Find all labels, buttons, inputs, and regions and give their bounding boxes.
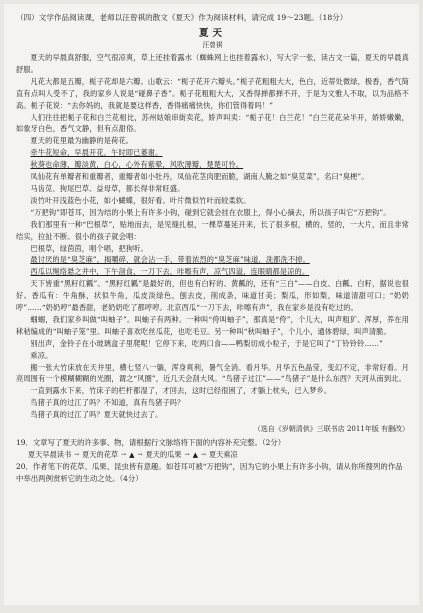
paragraph: 淡竹叶开浅蓝色小花，如小蝴蝶，很好看。叶片微似竹叶而较柔软。 <box>30 195 251 205</box>
paragraph: 人们往往把栀子花和白兰花相比，苏州姑娘串街卖花，娇声叫卖：“栀子花！白兰花！”白兰花花朵半开，娇娇嫩嫩，如象牙白色，香气文静，但有点甜俗。 <box>16 112 409 134</box>
paragraph: 乘凉。 <box>30 350 53 360</box>
paragraph: 秋葵也命薄，瓣淡黄，白心，心外有紫晕，风吹薄瓣，楚楚可怜。 <box>30 160 244 170</box>
flow-step: 夏天的瓜果 <box>145 450 182 460</box>
paragraph: 搬一张大竹床放在天井里，横七竖八一躺，浑身爽利，暑气全消。看月华。月华五色晶莹，变幻不定，非常好看。月亮周围有一个模糊糊糊的光圈，谓之“风圈”，近几天会刮大风。“鸟猪子过江”——“鸟猪子”是什么东西？天河从南到北。 <box>16 362 409 384</box>
question-19-flow <box>28 449 409 461</box>
flow-step: 夏天的花草 <box>82 450 119 460</box>
paragraph: 夏天的花里最为幽静的是荷花。 <box>30 136 134 146</box>
exam-page <box>4 4 419 605</box>
paragraph: 西瓜以绳络悬之井中，下午剖食，一刀下去，咔嚓有声，凉气四溢，连眼睛都是凉的。 <box>30 267 310 277</box>
triangle-icon: ▲ <box>192 451 198 460</box>
paragraph: 鸟猪子真的过江了吗？夏天就快过去了。 <box>30 410 163 420</box>
essay-author: 汪曾祺 <box>202 41 223 49</box>
paragraph: “万把钩”即苍耳，因为结的小果上有许多小钩，碰到它就会挂在衣服上，得小心摘去，所以孩子叫它“万把钩”。 <box>30 207 391 217</box>
paragraph: 别出声，金铃子在小玻璃盒子里爬呢！它停下来，吃两口食——鸭梨切成小粒子，于是它叫了“丁铃铃铃……” <box>30 338 383 348</box>
arrow-right-icon: → <box>184 451 190 459</box>
paragraph: 马齿苋、狗尾巴草、益母草，都长得非常旺盛。 <box>30 183 185 193</box>
essay-body <box>16 52 409 421</box>
paragraph: 一直到露水下来，竹床子的栏杆都湿了，才回去，这时已经很困了，才躺上枕头，已入梦乡。 <box>30 386 332 396</box>
triangle-icon: ▲ <box>129 451 135 460</box>
paragraph: 凡花大都是五瓣，栀子花却是六瓣。山歌云：“栀子花开六瓣头。”栀子花粗粗大大，色白，近蒂处微绿，极香，香气简直有点叫人受不了，我的家乡人说是“碰鼻子香”。栀子花粗粗大大，又香得掸都掸不开，于是为文雅人不取，以为品格不高。栀子花说：“去你妈的，我就是要这样香，香得痛痛快快，你们管得着吗！” <box>16 76 409 110</box>
flow-step: 夏天乘凉 <box>208 450 238 460</box>
section-intro: （四）文学作品阅读课，老师以汪曾祺的散文《夏天》作为阅读材料，请完成 19～23题。（18分） <box>16 13 348 22</box>
arrow-right-icon: → <box>137 451 143 459</box>
paragraph: 夏天的早晨真舒服，空气很凉爽，草上还挂着露水（蜘蛛网上也挂着露水），写大字一张，读古文一篇，夏天的早晨真舒服。 <box>16 53 409 74</box>
arrow-right-icon: → <box>74 451 80 459</box>
paragraph: 凤仙花有单瓣者和重瓣者，重瓣者如小牡丹，凤仙花茎肉肥而脆，湖南人腌之如“臭苋菜”，名曰“臭梗”。 <box>30 172 369 182</box>
paragraph: 我们那里有一种“巴根草”，贴地而去，是见缝扎根，一棵草蔓延开来，长了很多根，横的，竖的，一大片，而且非常结实，拉扯不断。很小的孩子就会唱： <box>16 219 409 241</box>
essay-title: 夏天 <box>198 28 226 39</box>
paragraph: 鸟猪子真的过江了吗？不知道，真有鸟猪子吗？ <box>30 398 185 408</box>
paragraph: 牵牛花短命，早晨开花，午时即已萎谢。 <box>30 148 163 158</box>
question-20: 20．作者笔下的花草、瓜果、昆虫皆有意趣。如苍耳可被“万把钩”，因为它的小果上有许多小钩，请从你所搜列的作品中举出两例赏析它的生动之处。（4分） <box>16 462 403 484</box>
flow-step: 夏天早晨读书 <box>28 450 72 460</box>
paragraph: 蝈蝈，我们家乡叫做“叫蚰子”。叫蚰子有两种。一种叫“侉叫蚰子”，那真是“侉”，个儿大，叫声粗犷、浑厚，养在用秫秸编成的“叫蚰子笼”里。叫蚰子喜欢吃丝瓜花，也吃毛豆。另一种叫“秋叫蚰子”，个儿小，通体碧绿，叫声清脆。 <box>16 314 409 336</box>
paragraph: 最讨厌的是“臭芝麻”，揭嚼碎，就会沾一手，带着浓烈的“臭芝麻”味道，洗都洗不掉。 <box>30 255 310 265</box>
paragraph: 巴根草，绿茵茵，唱个唱，把狗听。 <box>30 243 148 253</box>
paragraph: 天下皆重“黑籽红瓤”。“黑籽红瓤”是最好的，但也有白籽的、黄瓤的，还有“三白”——白皮、白瓤、白籽，据说也很好。香瓜有：牛角酥，状似牛角，瓜皮淡绿色，刨去皮，削成条，味道甘美；梨瓜，形如梨，味道清甜可口；“奶奶哼”……“奶奶哼”最香甜，老奶奶吃了都哼哼。北京西瓜“一刀下去，咔嚓有声”，我在家乡是没有吃过的。 <box>16 279 409 313</box>
arrow-right-icon: → <box>200 451 206 459</box>
question-19: 19．文章写了夏天的许多事、物，请根据行文脉络将下面的内容补充完整。（2分） <box>16 438 286 448</box>
arrow-right-icon: → <box>121 451 127 459</box>
source-citation: （选自《岁朝清供》三联书店 2011年版 有删改） <box>253 425 409 434</box>
